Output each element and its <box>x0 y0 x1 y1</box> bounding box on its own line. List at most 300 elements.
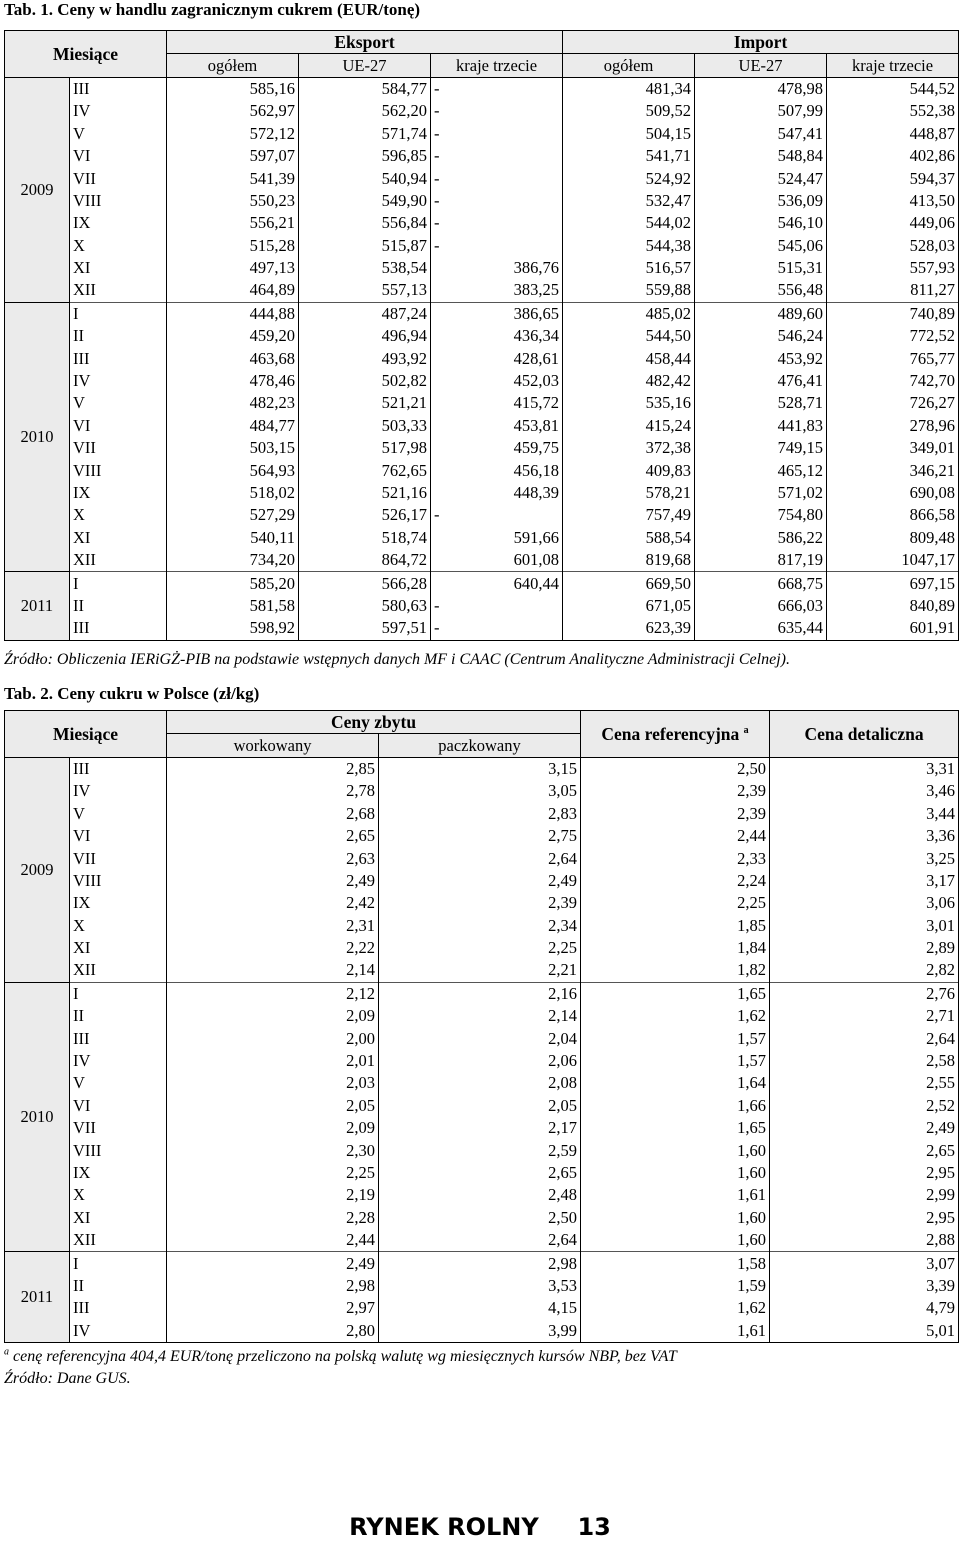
value-cell: 2,09 <box>167 1005 379 1027</box>
table-row <box>5 212 959 234</box>
table-row <box>5 1320 959 1343</box>
value-cell: 2,34 <box>379 915 581 937</box>
year-cell: 2010 <box>5 982 70 1252</box>
month-cell: VII <box>70 1117 167 1139</box>
value-cell: 2,49 <box>379 870 581 892</box>
table-row <box>5 595 959 617</box>
value-cell: 402,86 <box>827 145 959 167</box>
table-row <box>5 780 959 802</box>
year-cell: 2010 <box>5 302 70 572</box>
value-cell: 811,27 <box>827 279 959 302</box>
value-cell: 441,83 <box>695 415 827 437</box>
month-cell: I <box>70 982 167 1005</box>
value-cell: 2,95 <box>770 1162 959 1184</box>
table-row <box>5 825 959 847</box>
value-cell: 540,11 <box>167 527 299 549</box>
value-cell: 757,49 <box>563 504 695 526</box>
value-cell: 456,18 <box>431 459 563 481</box>
value-cell: 383,25 <box>431 279 563 302</box>
table2-source-note: Źródło: Dane GUS. <box>4 1370 131 1387</box>
value-cell: - <box>431 167 563 189</box>
value-cell: 496,94 <box>299 325 431 347</box>
value-cell: 597,07 <box>167 145 299 167</box>
value-cell: 518,02 <box>167 482 299 504</box>
table-row <box>5 937 959 959</box>
value-cell: 485,02 <box>563 302 695 325</box>
value-cell: 546,10 <box>695 212 827 234</box>
value-cell: 3,07 <box>770 1252 959 1275</box>
value-cell: 2,44 <box>581 825 770 847</box>
value-cell: 478,46 <box>167 370 299 392</box>
month-cell: I <box>70 572 167 595</box>
value-cell: 819,68 <box>563 549 695 572</box>
value-cell: 484,77 <box>167 415 299 437</box>
month-cell: IV <box>70 100 167 122</box>
retail-price-header: Cena detaliczna <box>770 711 959 758</box>
value-cell: 515,31 <box>695 257 827 279</box>
value-cell: 2,75 <box>379 825 581 847</box>
value-cell: 528,03 <box>827 235 959 257</box>
column-header: UE-27 <box>695 54 827 77</box>
month-cell: IX <box>70 212 167 234</box>
value-cell: 448,39 <box>431 482 563 504</box>
value-cell: 1,61 <box>581 1320 770 1343</box>
month-cell: XII <box>70 279 167 302</box>
column-header: ogółem <box>167 54 299 77</box>
value-cell: 444,88 <box>167 302 299 325</box>
value-cell: 2,25 <box>379 937 581 959</box>
value-cell: 2,80 <box>167 1320 379 1343</box>
value-cell: 726,27 <box>827 392 959 414</box>
table-row <box>5 1275 959 1297</box>
value-cell: 2,82 <box>770 959 959 982</box>
table-row <box>5 527 959 549</box>
value-cell: 548,84 <box>695 145 827 167</box>
value-cell: 2,17 <box>379 1117 581 1139</box>
month-cell: V <box>70 392 167 414</box>
table-row <box>5 482 959 504</box>
value-cell: - <box>431 212 563 234</box>
value-cell: 2,49 <box>770 1117 959 1139</box>
value-cell: 528,71 <box>695 392 827 414</box>
table2 <box>4 710 959 1343</box>
value-cell: 2,30 <box>167 1139 379 1161</box>
table-row <box>5 235 959 257</box>
value-cell: 489,60 <box>695 302 827 325</box>
month-cell: II <box>70 325 167 347</box>
value-cell: 3,44 <box>770 803 959 825</box>
value-cell: 1,61 <box>581 1184 770 1206</box>
month-cell: II <box>70 1275 167 1297</box>
value-cell: 765,77 <box>827 347 959 369</box>
month-cell: VI <box>70 415 167 437</box>
value-cell: 346,21 <box>827 459 959 481</box>
value-cell: 2,44 <box>167 1229 379 1252</box>
column-header: kraje trzecie <box>431 54 563 77</box>
export-header: Eksport <box>167 31 563 54</box>
value-cell: 2,08 <box>379 1072 581 1094</box>
value-cell: 409,83 <box>563 459 695 481</box>
month-cell: VIII <box>70 459 167 481</box>
value-cell: 1,60 <box>581 1229 770 1252</box>
value-cell: 487,24 <box>299 302 431 325</box>
value-cell: 2,19 <box>167 1184 379 1206</box>
value-cell: 2,25 <box>581 892 770 914</box>
table-row <box>5 167 959 189</box>
month-cell: II <box>70 1005 167 1027</box>
value-cell: 545,06 <box>695 235 827 257</box>
table-row <box>5 302 959 325</box>
value-cell: 571,02 <box>695 482 827 504</box>
value-cell: 1,60 <box>581 1162 770 1184</box>
value-cell: 535,16 <box>563 392 695 414</box>
month-cell: XII <box>70 549 167 572</box>
month-cell: V <box>70 803 167 825</box>
value-cell: 1,57 <box>581 1027 770 1049</box>
value-cell: 562,20 <box>299 100 431 122</box>
value-cell: 740,89 <box>827 302 959 325</box>
month-cell: XI <box>70 1207 167 1229</box>
value-cell: - <box>431 77 563 100</box>
value-cell: 581,58 <box>167 595 299 617</box>
value-cell: 1,65 <box>581 982 770 1005</box>
value-cell: 5,01 <box>770 1320 959 1343</box>
table-row <box>5 1095 959 1117</box>
table1-source-note: Źródło: Obliczenia IERiGŻ-PIB na podstawie wstępnych danych MF i CAAC (Centrum Analityczne Administracji Celnej). <box>4 651 790 668</box>
value-cell: 594,37 <box>827 167 959 189</box>
table-row <box>5 392 959 414</box>
month-cell: V <box>70 1072 167 1094</box>
value-cell: 458,44 <box>563 347 695 369</box>
value-cell: 538,54 <box>299 257 431 279</box>
page-footer <box>0 1513 960 1541</box>
table-row <box>5 803 959 825</box>
value-cell: 452,03 <box>431 370 563 392</box>
value-cell: 3,15 <box>379 757 581 780</box>
value-cell: 2,64 <box>379 1229 581 1252</box>
value-cell: 413,50 <box>827 190 959 212</box>
table-row <box>5 915 959 937</box>
table-row <box>5 847 959 869</box>
value-cell: 2,24 <box>581 870 770 892</box>
month-cell: IX <box>70 1162 167 1184</box>
value-cell: 2,98 <box>167 1275 379 1297</box>
month-cell: IX <box>70 892 167 914</box>
value-cell: 541,71 <box>563 145 695 167</box>
value-cell: 559,88 <box>563 279 695 302</box>
value-cell: 2,14 <box>167 959 379 982</box>
table-row <box>5 437 959 459</box>
value-cell: 623,39 <box>563 617 695 640</box>
column-header: kraje trzecie <box>827 54 959 77</box>
value-cell: 578,21 <box>563 482 695 504</box>
value-cell: 2,50 <box>581 757 770 780</box>
value-cell: 2,05 <box>167 1095 379 1117</box>
value-cell: 550,23 <box>167 190 299 212</box>
year-cell: 2011 <box>5 1252 70 1343</box>
year-cell: 2011 <box>5 572 70 640</box>
value-cell: 481,34 <box>563 77 695 100</box>
month-cell: III <box>70 617 167 640</box>
months-header-2: Miesiące <box>5 711 167 758</box>
month-cell: III <box>70 757 167 780</box>
month-cell: III <box>70 347 167 369</box>
value-cell: 1,64 <box>581 1072 770 1094</box>
value-cell: 2,49 <box>167 870 379 892</box>
table-row <box>5 572 959 595</box>
value-cell: 866,58 <box>827 504 959 526</box>
value-cell: 2,88 <box>770 1229 959 1252</box>
value-cell: 3,46 <box>770 780 959 802</box>
value-cell: - <box>431 595 563 617</box>
value-cell: 2,09 <box>167 1117 379 1139</box>
value-cell: 464,89 <box>167 279 299 302</box>
table-row <box>5 1184 959 1206</box>
table-row <box>5 982 959 1005</box>
value-cell: 2,65 <box>167 825 379 847</box>
value-cell: 544,02 <box>563 212 695 234</box>
value-cell: 544,50 <box>563 325 695 347</box>
table-row <box>5 1139 959 1161</box>
value-cell: 415,72 <box>431 392 563 414</box>
year-cell: 2009 <box>5 77 70 302</box>
value-cell: 516,57 <box>563 257 695 279</box>
value-cell: 557,13 <box>299 279 431 302</box>
value-cell: 3,25 <box>770 847 959 869</box>
value-cell: 1,62 <box>581 1297 770 1319</box>
value-cell: 515,87 <box>299 235 431 257</box>
value-cell: 415,24 <box>563 415 695 437</box>
value-cell: 386,76 <box>431 257 563 279</box>
month-cell: IX <box>70 482 167 504</box>
value-cell: 596,85 <box>299 145 431 167</box>
table-row <box>5 1297 959 1319</box>
value-cell: 1,60 <box>581 1207 770 1229</box>
value-cell: 1,62 <box>581 1005 770 1027</box>
month-cell: VIII <box>70 870 167 892</box>
month-cell: X <box>70 235 167 257</box>
value-cell: 2,85 <box>167 757 379 780</box>
value-cell: - <box>431 100 563 122</box>
value-cell: 4,79 <box>770 1297 959 1319</box>
table-row <box>5 77 959 100</box>
value-cell: 580,63 <box>299 595 431 617</box>
table-row <box>5 959 959 982</box>
value-cell: 669,50 <box>563 572 695 595</box>
value-cell: 1,60 <box>581 1139 770 1161</box>
value-cell: 2,06 <box>379 1050 581 1072</box>
value-cell: 3,06 <box>770 892 959 914</box>
value-cell: - <box>431 145 563 167</box>
value-cell: 2,52 <box>770 1095 959 1117</box>
value-cell: 601,91 <box>827 617 959 640</box>
value-cell: 386,65 <box>431 302 563 325</box>
table1-title: Tab. 1. Ceny w handlu zagranicznym cukrem (EUR/tonę) <box>4 0 421 19</box>
value-cell: 515,28 <box>167 235 299 257</box>
column-header: ogółem <box>563 54 695 77</box>
table-row <box>5 549 959 572</box>
reference-footnote-mark: a <box>743 725 749 737</box>
value-cell: 585,16 <box>167 77 299 100</box>
table-row <box>5 1050 959 1072</box>
table-row <box>5 1229 959 1252</box>
value-cell: 2,01 <box>167 1050 379 1072</box>
table-row <box>5 123 959 145</box>
value-cell: 690,08 <box>827 482 959 504</box>
value-cell: 1047,17 <box>827 549 959 572</box>
month-cell: IV <box>70 370 167 392</box>
value-cell: 524,47 <box>695 167 827 189</box>
value-cell: 557,93 <box>827 257 959 279</box>
value-cell: 2,68 <box>167 803 379 825</box>
value-cell: 2,63 <box>167 847 379 869</box>
value-cell: - <box>431 617 563 640</box>
loose-sugar-header: workowany <box>167 734 379 757</box>
value-cell: 544,52 <box>827 77 959 100</box>
value-cell: 635,44 <box>695 617 827 640</box>
month-cell: VII <box>70 167 167 189</box>
value-cell: 2,39 <box>581 780 770 802</box>
value-cell: 666,03 <box>695 595 827 617</box>
value-cell: 566,28 <box>299 572 431 595</box>
value-cell: 497,13 <box>167 257 299 279</box>
months-header: Miesiące <box>5 31 167 78</box>
value-cell: 2,95 <box>770 1207 959 1229</box>
value-cell: 526,17 <box>299 504 431 526</box>
value-cell: 585,20 <box>167 572 299 595</box>
month-cell: III <box>70 1027 167 1049</box>
value-cell: 503,15 <box>167 437 299 459</box>
value-cell: 546,24 <box>695 325 827 347</box>
value-cell: 3,17 <box>770 870 959 892</box>
value-cell: 1,65 <box>581 1117 770 1139</box>
month-cell: I <box>70 302 167 325</box>
value-cell: 671,05 <box>563 595 695 617</box>
value-cell: 4,15 <box>379 1297 581 1319</box>
value-cell: 2,49 <box>167 1252 379 1275</box>
sales-price-header: Ceny zbytu <box>167 711 581 734</box>
month-cell: V <box>70 123 167 145</box>
table-row <box>5 1117 959 1139</box>
value-cell: 2,22 <box>167 937 379 959</box>
packed-sugar-header: paczkowany <box>379 734 581 757</box>
value-cell: 1,66 <box>581 1095 770 1117</box>
value-cell: 504,15 <box>563 123 695 145</box>
month-cell: XII <box>70 1229 167 1252</box>
value-cell: 459,75 <box>431 437 563 459</box>
value-cell: 598,92 <box>167 617 299 640</box>
value-cell: 2,14 <box>379 1005 581 1027</box>
value-cell: 817,19 <box>695 549 827 572</box>
value-cell: 2,39 <box>581 803 770 825</box>
value-cell: 772,52 <box>827 325 959 347</box>
value-cell: 3,99 <box>379 1320 581 1343</box>
value-cell: - <box>431 504 563 526</box>
value-cell: 459,20 <box>167 325 299 347</box>
value-cell: 3,39 <box>770 1275 959 1297</box>
value-cell: 556,84 <box>299 212 431 234</box>
value-cell: 349,01 <box>827 437 959 459</box>
value-cell: 640,44 <box>431 572 563 595</box>
value-cell: 2,39 <box>379 892 581 914</box>
value-cell: 591,66 <box>431 527 563 549</box>
month-cell: II <box>70 595 167 617</box>
month-cell: X <box>70 1184 167 1206</box>
value-cell: 482,42 <box>563 370 695 392</box>
value-cell: 1,82 <box>581 959 770 982</box>
value-cell: 2,42 <box>167 892 379 914</box>
value-cell: 840,89 <box>827 595 959 617</box>
month-cell: VII <box>70 847 167 869</box>
month-cell: XI <box>70 527 167 549</box>
value-cell: 586,22 <box>695 527 827 549</box>
month-cell: VI <box>70 145 167 167</box>
month-cell: VI <box>70 1095 167 1117</box>
value-cell: 372,38 <box>563 437 695 459</box>
table-row <box>5 1005 959 1027</box>
table-row <box>5 1072 959 1094</box>
value-cell: 507,99 <box>695 100 827 122</box>
value-cell: 572,12 <box>167 123 299 145</box>
value-cell: 809,48 <box>827 527 959 549</box>
month-cell: IV <box>70 1050 167 1072</box>
reference-price-header: Cena referencyjna $^a$ <box>581 711 770 758</box>
value-cell: 2,31 <box>167 915 379 937</box>
table-row <box>5 279 959 302</box>
magazine-name: RYNEK ROLNY <box>349 1513 539 1541</box>
value-cell: 540,94 <box>299 167 431 189</box>
month-cell: X <box>70 504 167 526</box>
table-row <box>5 145 959 167</box>
value-cell: 2,48 <box>379 1184 581 1206</box>
value-cell: 2,50 <box>379 1207 581 1229</box>
value-cell: 524,92 <box>563 167 695 189</box>
value-cell: 571,74 <box>299 123 431 145</box>
value-cell: 3,01 <box>770 915 959 937</box>
month-cell: VII <box>70 437 167 459</box>
value-cell: 697,15 <box>827 572 959 595</box>
value-cell: 509,52 <box>563 100 695 122</box>
value-cell: 584,77 <box>299 77 431 100</box>
value-cell: 601,08 <box>431 549 563 572</box>
value-cell: 2,04 <box>379 1027 581 1049</box>
month-cell: III <box>70 77 167 100</box>
value-cell: 453,92 <box>695 347 827 369</box>
table2-title: Tab. 2. Ceny cukru w Polsce (zł/kg) <box>4 684 260 703</box>
value-cell: 1,84 <box>581 937 770 959</box>
value-cell: 3,05 <box>379 780 581 802</box>
value-cell: 749,15 <box>695 437 827 459</box>
value-cell: - <box>431 190 563 212</box>
value-cell: 556,48 <box>695 279 827 302</box>
value-cell: 463,68 <box>167 347 299 369</box>
value-cell: 2,33 <box>581 847 770 869</box>
value-cell: 2,98 <box>379 1252 581 1275</box>
value-cell: 478,98 <box>695 77 827 100</box>
table-row <box>5 1207 959 1229</box>
table-row <box>5 504 959 526</box>
value-cell: 549,90 <box>299 190 431 212</box>
table-row <box>5 892 959 914</box>
month-cell: III <box>70 1297 167 1319</box>
value-cell: 2,05 <box>379 1095 581 1117</box>
value-cell: 754,80 <box>695 504 827 526</box>
table-row <box>5 190 959 212</box>
value-cell: 493,92 <box>299 347 431 369</box>
value-cell: 734,20 <box>167 549 299 572</box>
value-cell: 278,96 <box>827 415 959 437</box>
month-cell: VIII <box>70 190 167 212</box>
